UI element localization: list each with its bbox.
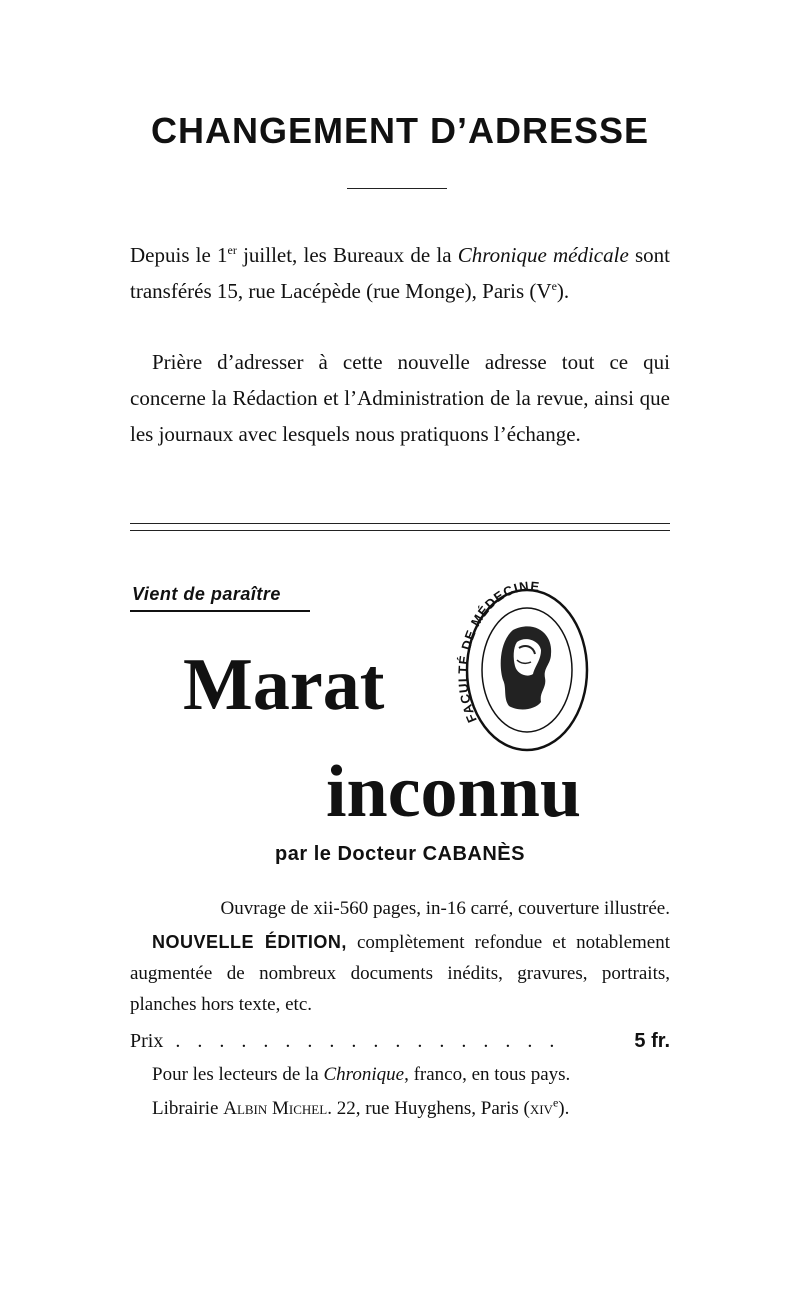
medal-seal-icon (455, 570, 605, 760)
ad-kicker: Vient de paraître (132, 584, 281, 604)
edition-paragraph: NOUVELLE ÉDITION, complètement refondue et notablement augmentée de nombreux documents inédits, gravures, portraits, planches hors texte, etc. (130, 932, 670, 1015)
chronique-title: Chronique médicale (457, 243, 629, 267)
medal-inscription: FACULTÉ DE MÉDECINE (455, 578, 541, 725)
notice-title: CHANGEMENT D’ADRESSE (150, 110, 650, 151)
book-title-line-2: inconnu (326, 751, 582, 833)
edition-label: NOUVELLE ÉDITION, (152, 932, 347, 952)
notice-paragraph-2: Prière d’adresser à cette nouvelle adresse tout ce qui concerne la Rédaction et l’Administration de la revue, ainsi que les journaux avec lesquels nous pratiquons l’échange. (130, 350, 670, 446)
price-line (130, 1030, 670, 1053)
book-author: par le Docteur CABANÈS (275, 843, 525, 865)
price-value: 5 fr. (634, 1030, 670, 1052)
section-divider-bottom (130, 530, 670, 531)
book-description: Ouvrage de xii-560 pages, in-16 carré, couverture illustrée. (220, 898, 670, 919)
readers-note: Pour les lecteurs de la Chronique, franco, en tous pays. (152, 1064, 571, 1085)
section-divider-top (130, 523, 670, 524)
book-title-line-1: Marat (183, 644, 385, 726)
publisher-name: Albin Michel (223, 1098, 328, 1119)
notice-paragraph-1: Depuis le 1er juillet, les Bureaux de la Chronique médicale sont transférés 15, rue Lacépède (rue Monge), Paris (Ve). (130, 243, 670, 303)
price-label: Prix (130, 1030, 164, 1052)
publisher-line: Librairie Albin Michel. 22, rue Huyghens, Paris (xiv$^e$). (152, 1095, 570, 1119)
short-divider (347, 188, 447, 189)
kicker-underline (130, 610, 310, 612)
price-leader-dots: . . . . . . . . . . . . . . . . . . (175, 1030, 561, 1052)
